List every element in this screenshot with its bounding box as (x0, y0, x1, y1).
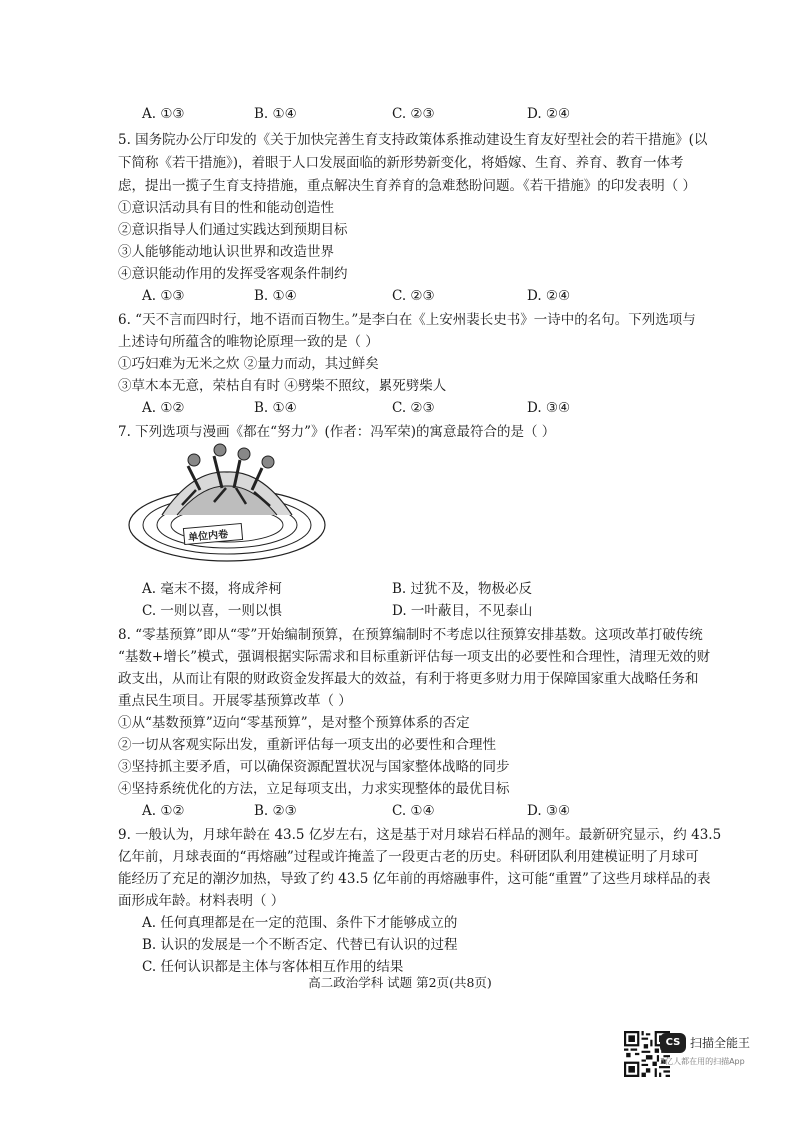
q6-stem-line-1: 6. “天不言而四时行，地不语而百物生。”是李白在《上安州裴长史书》一诗中的名句。下列选项与 (118, 312, 696, 328)
q9-stem-line-3: 能经历了充足的潮汐加热，导致了约 43.5 亿年前的再熔融事件，这可能“重置”了这些月球样品的表 (118, 871, 711, 887)
option-d: D. ③④ (527, 803, 571, 819)
q4-options (142, 105, 742, 123)
option-a: A. 毫末不掇，将成斧柯 (142, 581, 282, 597)
q6-item-1: ①巧妇难为无米之炊 ②量力而动，其过鲜矣 (118, 356, 379, 372)
option-c: C. ②③ (392, 400, 435, 416)
q9-stem-line-2: 亿年前，月球表面的“再熔融”过程或许掩盖了一段更古老的历史。科研团队利用建模证明了月球可 (118, 849, 699, 865)
option-d: D. 一叶蔽目，不见泰山 (392, 603, 533, 619)
option-b: B. ②③ (254, 803, 297, 819)
q5-stem-line-1: 5. 国务院办公厅印发的《关于加快完善生育支持政策体系推动建设生育友好型社会的若干措施》(以 (118, 132, 708, 148)
q8-stem-line-4: 重点民生项目。开展零基预算改革（ ） (118, 693, 352, 709)
option-b: B. ①④ (254, 288, 297, 304)
q7-options-row-2 (142, 602, 702, 620)
q5-item-3: ③人能够能动地认识世界和改造世界 (118, 244, 334, 260)
cs-logo: CS (660, 1033, 686, 1053)
option-d: D. ②④ (527, 288, 571, 304)
option-c: C. ②③ (392, 288, 435, 304)
option-c: C. ②③ (392, 106, 435, 122)
q5-item-2: ②意识指导人们通过实践达到预期目标 (118, 222, 348, 238)
q8-item-4: ④坚持系统优化的方法，立足每项支出，力求实现整体的最优目标 (118, 781, 510, 797)
q8-stem-line-3: 政支出，从而让有限的财政资金发挥最大的效益，有利于将更多财力用于保障国家重大战略任务和 (118, 671, 699, 687)
cartoon-illustration (122, 430, 332, 570)
option-b: B. 过犹不及，物极必反 (392, 581, 533, 597)
option-b: B. ①④ (254, 106, 297, 122)
option-a: A. ①③ (142, 106, 185, 122)
q8-stem-line-1: 8. “零基预算”即从“零”开始编制预算，在预算编制时不考虑以往预算安排基数。这项改革打破传统 (118, 627, 703, 643)
q8-stem-line-2: “基数+增长”模式，强调根据实际需求和目标重新评估每一项支出的必要性和合理性，清理无效的财 (118, 649, 711, 665)
option-c: C. 一则以喜，一则以惧 (142, 603, 282, 619)
q8-item-3: ③坚持抓主要矛盾，可以确保资源配置状况与国家整体战略的同步 (118, 759, 510, 775)
scanner-app-name: 扫描全能王 (690, 1036, 751, 1050)
q6-options (142, 399, 742, 417)
q5-item-4: ④意识能动作用的发挥受客观条件制约 (118, 266, 348, 282)
cartoon-label: 单位内卷 (187, 529, 229, 544)
q9-stem-line-1: 9. 一般认为，月球年龄在 43.5 亿岁左右，这是基于对月球岩石样品的测年。最新研究显示，约 43.5 (118, 827, 722, 843)
q9-option-c: C. 任何认识都是主体与客体相互作用的结果 (142, 959, 404, 975)
option-c: C. ①④ (392, 803, 435, 819)
q5-stem-line-2: 下简称《若干措施》)，着眼于人口发展面临的新形势新变化，将婚嫁、生育、养育、教育一体考 (118, 155, 684, 171)
q5-stem-line-3: 虑，提出一揽子生育支持措施，重点解决生育养育的急难愁盼问题。《若干措施》的印发表明（ ） (118, 178, 697, 194)
q5-item-1: ①意识活动具有目的性和能动创造性 (118, 200, 334, 216)
page-footer: 高二政治学科 试题 第2页(共8页) (308, 975, 492, 990)
option-a: A. ①② (142, 803, 185, 819)
option-a: A. ①③ (142, 288, 185, 304)
q6-item-2: ③草木本无意，荣枯自有时 ④劈柴不照纹，累死劈柴人 (118, 378, 447, 394)
option-d: D. ②④ (527, 106, 571, 122)
q8-item-1: ①从“基数预算”迈向“零基预算”，是对整个预算体系的否定 (118, 715, 470, 731)
q9-stem-line-4: 面形成年龄。材料表明（ ） (118, 893, 285, 909)
q7-stem: 7. 下列选项与漫画《都在“努力”》(作者：冯军荣)的寓意最符合的是（ ） (118, 424, 556, 440)
option-b: B. ①④ (254, 400, 297, 416)
option-a: A. ①② (142, 400, 185, 416)
q7-options-row-1 (142, 580, 702, 598)
q9-option-a: A. 任何真理都是在一定的范围、条件下才能够成立的 (142, 915, 458, 931)
q9-option-b: B. 认识的发展是一个不断否定、代替已有认识的过程 (142, 937, 458, 953)
option-d: D. ③④ (527, 400, 571, 416)
q8-options (142, 802, 742, 820)
scanner-tagline: 3亿人都在用的扫描App (660, 1057, 745, 1066)
q6-stem-line-2: 上述诗句所蕴含的唯物论原理一致的是（ ） (118, 334, 379, 350)
q5-options (142, 287, 742, 305)
q8-item-2: ②一切从客观实际出发，重新评估每一项支出的必要性和合理性 (118, 737, 496, 753)
